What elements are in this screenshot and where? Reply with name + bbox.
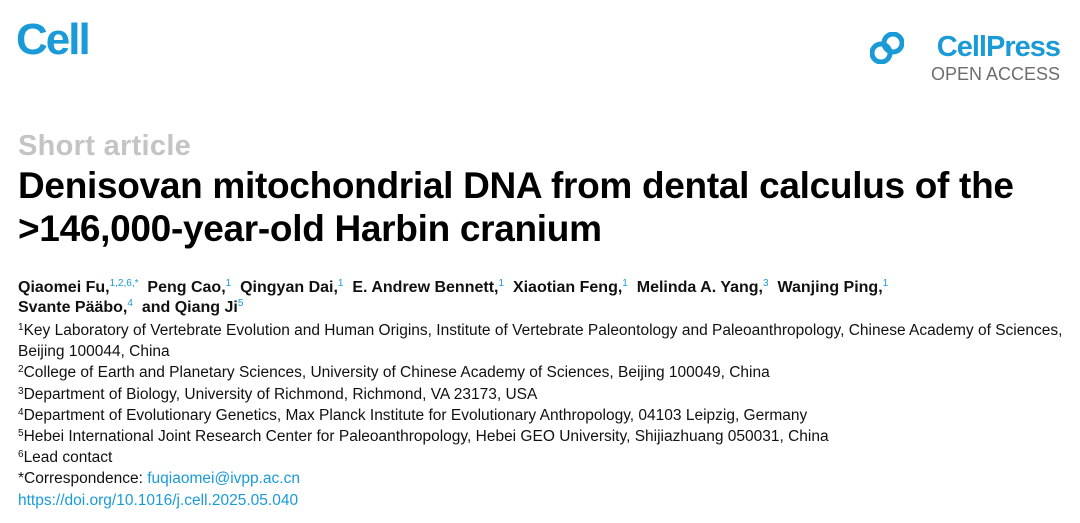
article-title: Denisovan mitochondrial DNA from dental calculus of the >146,000-year-old Harbin cranium xyxy=(18,165,1014,249)
affiliation-number: 1 xyxy=(18,322,24,333)
author-name: Melinda A. Yang, xyxy=(636,279,763,296)
affiliation-list xyxy=(18,320,1068,511)
author-affiliation-ref: 4 xyxy=(127,298,133,309)
affiliation-text: Department of Evolutionary Genetics, Max Planck Institute for Evolutionary Anthropology, 04103 Leipzig, Germany xyxy=(23,406,808,424)
affiliation xyxy=(18,405,1068,426)
author xyxy=(352,279,504,296)
publisher-name: CellPress xyxy=(936,31,1060,63)
author xyxy=(637,279,769,296)
affiliation xyxy=(18,447,1068,468)
author-name: Wanjing Ping, xyxy=(777,279,883,296)
author xyxy=(147,279,231,296)
author-affiliation-ref: 3 xyxy=(763,278,769,289)
author xyxy=(142,299,244,316)
affiliation-number: 4 xyxy=(18,406,24,418)
author-name: Qingyan Dai, xyxy=(240,279,338,296)
author-affiliation-ref: 5 xyxy=(237,298,244,309)
author-name: Svante Pääbo, xyxy=(18,299,128,316)
open-access-label: OPEN ACCESS xyxy=(930,64,1060,84)
author-list xyxy=(18,278,1068,318)
correspondence-label: *Correspondence: xyxy=(18,470,148,488)
affiliation-number: 5 xyxy=(18,428,24,440)
correspondence xyxy=(18,468,1068,489)
author-name: E. Andrew Bennett, xyxy=(352,279,499,296)
author xyxy=(513,279,628,296)
author-name: Xiaotian Feng, xyxy=(512,279,623,296)
author-name: and Qiang Ji xyxy=(141,299,238,316)
correspondence-email-link[interactable]: fuqiaomei@ivpp.ac.cn xyxy=(147,470,300,488)
affiliation-text: Department of Biology, University of Richmond, Richmond, VA 23173, USA xyxy=(23,385,538,403)
doi xyxy=(18,490,1068,511)
doi-link[interactable]: https://doi.org/10.1016/j.cell.2025.05.040 xyxy=(18,491,299,509)
author-name: Peng Cao, xyxy=(147,279,226,296)
author-affiliation-ref: 1 xyxy=(337,278,344,289)
affiliation-text: College of Earth and Planetary Sciences, University of Chinese Academy of Sciences, Beijing 100049, China xyxy=(23,364,770,382)
affiliation-number: 6 xyxy=(18,449,24,461)
author-affiliation-ref: 1 xyxy=(225,278,232,289)
affiliation xyxy=(18,384,1068,405)
cellpress-mark-icon xyxy=(870,32,904,64)
author-affiliation-ref: 1,2,6,* xyxy=(109,278,139,289)
affiliation-text: Lead contact xyxy=(23,449,113,467)
affiliation-number: 2 xyxy=(18,364,24,376)
publisher-logo xyxy=(870,30,1060,86)
journal-logo: Cell xyxy=(16,15,89,64)
author-affiliation-ref: 1 xyxy=(498,278,505,289)
author-affiliation-ref: 1 xyxy=(622,278,628,289)
affiliation xyxy=(18,426,1068,447)
author xyxy=(18,299,133,316)
author-affiliation-ref: 1 xyxy=(882,278,889,289)
affiliation xyxy=(18,362,1068,383)
affiliation-number: 3 xyxy=(18,385,24,397)
author xyxy=(18,279,139,296)
author xyxy=(240,279,343,296)
affiliation-text: Key Laboratory of Vertebrate Evolution and Human Origins, Institute of Vertebrate Paleontology and Paleoanthropology, Chinese Academy of Sciences, Beijing 100044, China xyxy=(18,322,1063,361)
affiliation-text: Hebei International Joint Research Center for Paleoanthropology, Hebei GEO University, Shijiazhuang 050031, China xyxy=(23,428,829,446)
article-type: Short article xyxy=(18,130,192,162)
affiliation xyxy=(18,320,1068,362)
author-name: Qiaomei Fu, xyxy=(18,279,110,296)
author xyxy=(777,279,888,296)
